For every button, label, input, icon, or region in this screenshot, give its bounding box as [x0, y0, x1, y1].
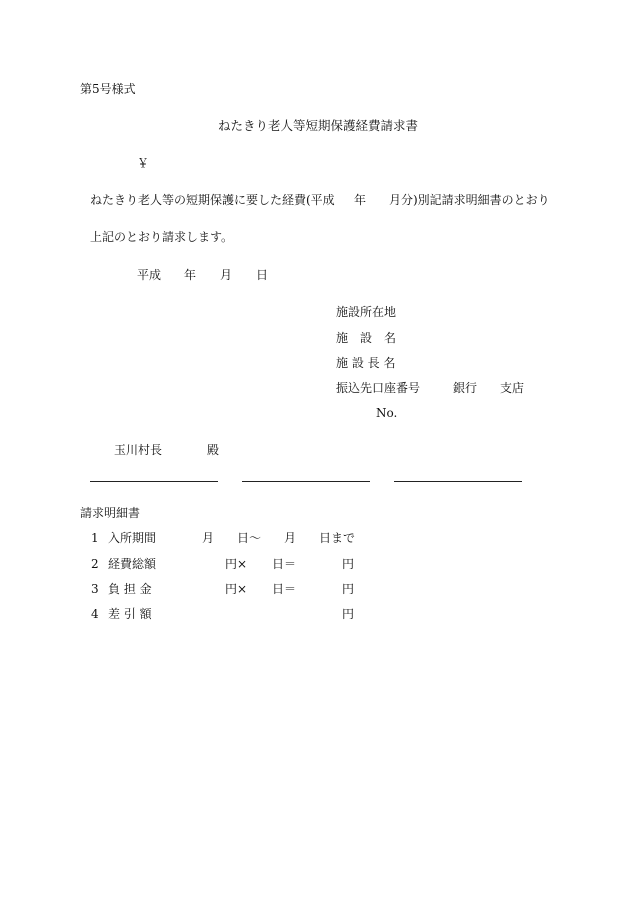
details-row-number: 3 [91, 582, 99, 596]
document-title: ねたきり老人等短期保護経費請求書 [218, 118, 419, 133]
details-row-number: 2 [91, 557, 99, 571]
date-month: 月 [220, 268, 233, 282]
details-row-number: 1 [91, 531, 99, 545]
date-year: 年 [184, 268, 197, 282]
addressee-name: 玉川村長 [114, 443, 163, 457]
signature-line-1 [90, 481, 218, 482]
total-yen: 円 [342, 607, 355, 621]
addressee-honorific: 殿 [207, 443, 220, 457]
body-line-1-year: 年 [354, 193, 367, 207]
facility-head-label: 施 設 長 名 [336, 356, 396, 370]
body-line-2: 上記のとおり請求します。 [90, 230, 234, 244]
form-number: 第5号様式 [80, 82, 136, 96]
branch-label: 支店 [500, 381, 525, 395]
details-row-label: 経費総額 [108, 557, 157, 571]
signature-line-3 [394, 481, 522, 482]
yen-mark: ￥ [137, 156, 150, 170]
total-yen: 円 [342, 557, 355, 571]
date-day: 日 [256, 268, 269, 282]
days-equals: 日＝ [272, 557, 297, 571]
details-row-number: 4 [91, 607, 99, 621]
period-end-month: 月 [284, 531, 297, 545]
account-number-label: No. [376, 406, 398, 420]
details-row-label: 負 担 金 [108, 582, 152, 596]
details-row-label: 差 引 額 [108, 607, 152, 621]
period-start-month: 月 [202, 531, 215, 545]
facility-name-label: 施 設 名 [336, 331, 397, 345]
bank-account-label: 振込先口座番号 [336, 381, 421, 395]
period-start-day: 日〜 [237, 531, 262, 545]
period-end-day: 日まで [319, 531, 356, 545]
total-yen: 円 [342, 582, 355, 596]
signature-line-2 [242, 481, 370, 482]
details-row-label: 入所期間 [108, 531, 157, 545]
facility-address-label: 施設所在地 [336, 305, 397, 319]
unit-yen-times: 円× [225, 557, 248, 571]
date-era: 平成 [137, 268, 162, 282]
bank-label: 銀行 [453, 381, 478, 395]
details-heading: 請求明細書 [80, 506, 141, 520]
days-equals: 日＝ [272, 582, 297, 596]
body-line-1-month: 月分)別記請求明細書のとおり [389, 193, 550, 207]
unit-yen-times: 円× [225, 582, 248, 596]
body-line-1-lead: ねたきり老人等の短期保護に要した経費(平成 [90, 193, 335, 207]
